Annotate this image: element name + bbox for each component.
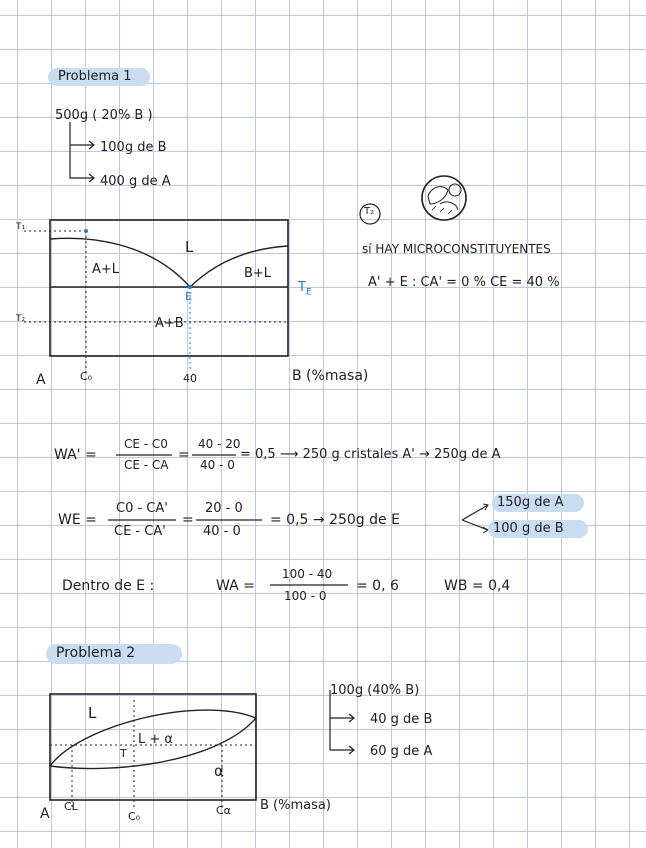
microconstituents-text: sí HAY MICROCONSTITUYENTES xyxy=(362,242,551,256)
eq2-num: C0 - CA' xyxy=(116,501,168,516)
eq3-wb: WB = 0,4 xyxy=(444,578,511,594)
p2-region-L: L xyxy=(88,704,97,722)
eq3-tail: = 0, 6 xyxy=(356,578,399,594)
p2-axis-C0: C₀ xyxy=(128,810,141,823)
problem-1-title: Problema 1 xyxy=(58,69,132,84)
eq2-num2: 20 - 0 xyxy=(205,501,243,516)
eq1-den2: 40 - 0 xyxy=(200,458,235,472)
t1-label: T₁ xyxy=(16,222,26,232)
eq3-prefix: Dentro de E : xyxy=(62,578,155,594)
eq3-den: 100 - 0 xyxy=(284,589,327,603)
eq1-equals: = xyxy=(178,447,190,463)
eq1-num: CE - C0 xyxy=(124,437,168,451)
axis-C0-label: C₀ xyxy=(80,370,93,383)
branch-b-text: 100g de B xyxy=(100,140,167,155)
eq1-tail: = 0,5 ⟶ 250 g cristales A' → 250g de A xyxy=(240,447,501,462)
eq2-den: CE - CA' xyxy=(114,524,166,539)
branch-a-text: 400 g de A xyxy=(100,174,171,189)
eq2-tail: = 0,5 → 250g de E xyxy=(270,512,400,528)
region-L: L xyxy=(185,238,194,256)
p2-branch-b: 40 g de B xyxy=(370,712,433,727)
eq2-den2: 40 - 0 xyxy=(203,524,241,539)
eq3-lhs: WA = xyxy=(216,578,255,594)
eq2-lhs: WE = xyxy=(58,512,97,528)
eq2-branch1: 150g de A xyxy=(497,495,564,510)
axis-A-label: A xyxy=(36,372,46,388)
TE-sub: E xyxy=(305,287,312,298)
p2-T-label: T xyxy=(120,747,127,760)
mass-line: 500g ( 20% B ) xyxy=(55,108,153,123)
eq1-den: CE - CA xyxy=(124,458,169,472)
eutectic-E-label: E xyxy=(185,290,192,303)
p2-axis-CL: CL xyxy=(64,800,78,813)
p2-mass-line: 100g (40% B) xyxy=(330,683,420,698)
region-A-B: A+B xyxy=(155,316,184,331)
t2-circle-label: T₂ xyxy=(364,206,375,217)
axis-B-label: B (%masa) xyxy=(292,368,369,384)
eutectic-temp-label xyxy=(298,280,312,298)
eq1-lhs: WA' = xyxy=(54,447,97,463)
TE-T: T xyxy=(298,280,306,295)
p2-axis-Calpha: Cα xyxy=(216,804,231,817)
region-B-L: B+L xyxy=(244,266,272,281)
p2-region-L-alpha: L + α xyxy=(138,732,173,747)
composition-line: A' + E : CA' = 0 % CE = 40 % xyxy=(368,275,560,290)
eq2-branch2: 100 g de B xyxy=(493,521,564,536)
axis-40-label: 40 xyxy=(183,372,197,385)
p2-axis-B: B (%masa) xyxy=(260,798,331,813)
eq2-equals: = xyxy=(182,512,194,528)
problem-2-title: Problema 2 xyxy=(56,645,136,661)
p2-alpha-label: α xyxy=(214,762,224,780)
t2-label: T₂ xyxy=(16,314,26,324)
p2-branch-a: 60 g de A xyxy=(370,744,433,759)
p2-axis-A: A xyxy=(40,806,50,822)
region-A-L: A+L xyxy=(92,262,120,277)
eq3-num: 100 - 40 xyxy=(282,567,333,581)
eq1-num2: 40 - 20 xyxy=(198,437,241,451)
